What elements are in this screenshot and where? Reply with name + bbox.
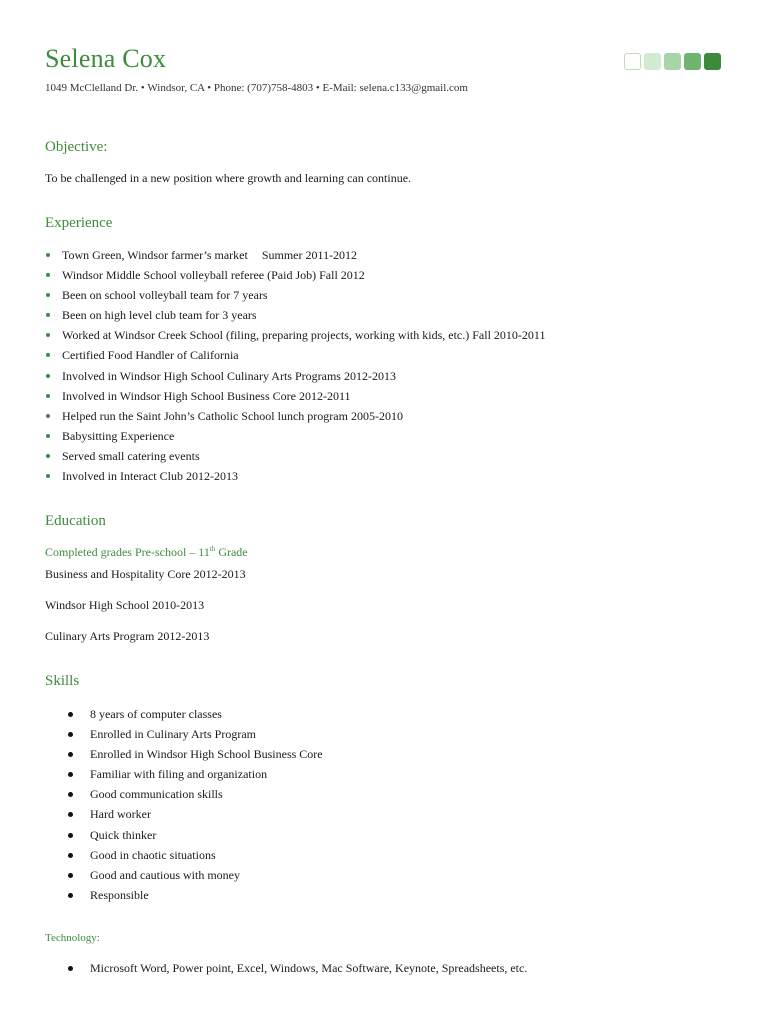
- decorative-square: [644, 53, 661, 70]
- objective-text: To be challenged in a new position where growth and learning can continue.: [45, 171, 412, 185]
- decorative-square: [624, 53, 641, 70]
- technology-list: [68, 958, 527, 978]
- experience-item: Helped run the Saint John’s Catholic School lunch program 2005-2010: [45, 406, 545, 426]
- education-heading: Education: [45, 513, 106, 529]
- experience-heading: Experience: [45, 215, 113, 231]
- skill-item: Good and cautious with money: [68, 865, 323, 885]
- experience-item: Windsor Middle School volleyball referee (Paid Job) Fall 2012: [45, 265, 545, 285]
- skill-item: Responsible: [68, 885, 323, 905]
- education-subheading-ordinal: th: [209, 545, 216, 553]
- experience-item: Been on high level club team for 3 years: [45, 305, 545, 325]
- skills-list: [68, 704, 323, 905]
- skill-item: Hard worker: [68, 804, 323, 824]
- skill-item: Good communication skills: [68, 784, 323, 804]
- experience-item: Babysitting Experience: [45, 426, 545, 446]
- experience-item: Certified Food Handler of California: [45, 345, 545, 365]
- contact-info: 1049 McClelland Dr. • Windsor, CA • Phone: (707)758-4803 • E-Mail: selena.c133@gmail.com: [45, 82, 468, 94]
- experience-item: Involved in Interact Club 2012-2013: [45, 466, 545, 486]
- education-line: Windsor High School 2010-2013: [45, 598, 205, 612]
- resume-name: Selena Cox: [45, 44, 167, 73]
- skill-item: 8 years of computer classes: [68, 704, 323, 724]
- education-subheading-suffix: Grade: [215, 545, 248, 559]
- skill-item: Enrolled in Culinary Arts Program: [68, 724, 323, 744]
- skill-item: Familiar with filing and organization: [68, 764, 323, 784]
- experience-item: Served small catering events: [45, 446, 545, 466]
- technology-heading: Technology:: [45, 932, 100, 944]
- experience-item: Involved in Windsor High School Culinary Arts Programs 2012-2013: [45, 366, 545, 386]
- experience-item: Been on school volleyball team for 7 years: [45, 285, 545, 305]
- objective-heading: Objective:: [45, 139, 108, 155]
- experience-item: [45, 245, 545, 265]
- experience-item-date: Summer 2011-2012: [261, 248, 358, 262]
- skill-item: Good in chaotic situations: [68, 845, 323, 865]
- education-line: Culinary Arts Program 2012-2013: [45, 629, 210, 643]
- decorative-square: [684, 53, 701, 70]
- experience-list: [45, 245, 545, 486]
- decorative-squares: [624, 53, 721, 70]
- education-line: Business and Hospitality Core 2012-2013: [45, 567, 246, 581]
- experience-item: Worked at Windsor Creek School (filing, preparing projects, working with kids, etc.) Fall 2010-2011: [45, 325, 545, 345]
- skills-heading: Skills: [45, 673, 80, 689]
- education-subheading: [45, 545, 248, 560]
- decorative-square: [704, 53, 721, 70]
- experience-item-text: Town Green, Windsor farmer’s market: [62, 248, 248, 262]
- decorative-square: [664, 53, 681, 70]
- education-subheading-text: Completed grades Pre-school – 11: [45, 545, 210, 559]
- technology-item: Microsoft Word, Power point, Excel, Windows, Mac Software, Keynote, Spreadsheets, etc.: [68, 958, 527, 978]
- skill-item: Enrolled in Windsor High School Business Core: [68, 744, 323, 764]
- experience-item: Involved in Windsor High School Business Core 2012-2011: [45, 386, 545, 406]
- skill-item: Quick thinker: [68, 825, 323, 845]
